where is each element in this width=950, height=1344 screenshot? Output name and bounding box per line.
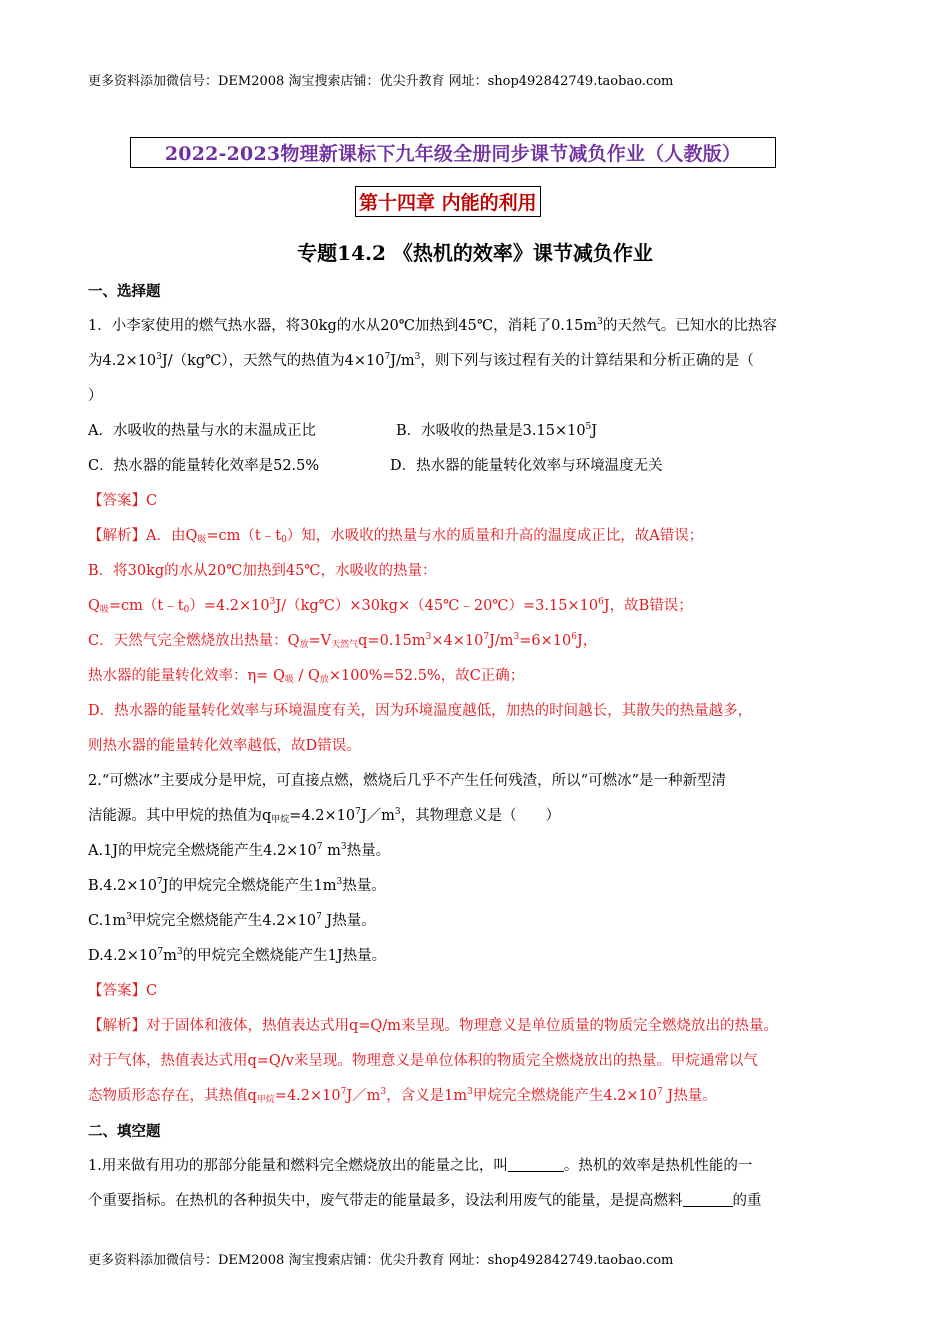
q1-stem-line3: ） [88,388,103,404]
q2-stem-line2: 洁能源。其中甲烷的热值为$q_{甲烷}=4.2\times 10^7J/m^3$，其物理意义是（ ） [88,807,561,825]
q1-explanation-line7: 则热水器的能量转化效率越低，故D错误。 [88,738,361,754]
q1-stem-line1: 1．小李家使用的燃气热水器，将30kg的水从20℃加热到45℃，消耗了$0.15m^3$的天然气。已知水的比热容 [88,317,777,334]
page-header: 更多资料添加微信号：DEM2008 淘宝搜索店铺：优尖升教育 网址：shop492842749.taobao.com [88,74,674,89]
q2-option-c: $C.1m^3$甲烷完全燃烧能产生$4.2\times 10^7$ J热量。 [88,912,376,929]
section-heading-fill: 二、填空题 [88,1123,161,1140]
q1-option-b: B．水吸收的热量是$3.15\times 10^5J$ [396,422,598,439]
q1-explanation-line6: D．热水器的能量转化效率与环境温度有关，因为环境温度越低，加热的时间越长，其散失的热量越多， [88,703,753,719]
page-footer: 更多资料添加微信号：DEM2008 淘宝搜索店铺：优尖升教育 网址：shop492842749.taobao.com [88,1253,674,1268]
answer-blank[interactable] [508,1157,564,1172]
chapter-title: 第十四章 内能的利用 [355,186,541,217]
q1-explanation-line4: C．天然气完全燃烧放出热量：$Q_放=V_{天然气}q=0.15m^3\times 4\times 10^7J/m^3=6\times 10^6J$， [88,632,598,650]
q2-explanation-line1: 【解析】对于固体和液体，热值表达式用q=Q/m来呈现。物理意义是单位质量的物质完全燃烧放出的热量。 [88,1018,778,1034]
q2-option-d: $D.4.2\times 10^7m^3$的甲烷完全燃烧能产生1J热量。 [88,947,387,964]
q2-explanation-line2: 对于气体，热值表达式用q=Q/v来呈现。物理意义是单位体积的物质完全燃烧放出的热量。甲烷通常以气 [88,1053,758,1069]
document-body [88,274,868,1219]
q2-option-b: $B.4.2\times 10^7J$的甲烷完全燃烧能产生$1m^3$热量。 [88,877,386,894]
q1-option-d: D．热水器的能量转化效率与环境温度无关 [390,458,663,474]
q2-stem-line1: 2.“可燃冰”主要成分是甲烷，可直接点燃，燃烧后几乎不产生任何残渣，所以“可燃冰”是一种新型清 [88,773,726,789]
q1-option-c: C．热水器的能量转化效率是52.5% [88,458,320,474]
answer-blank[interactable] [683,1192,733,1207]
q2-option-a: A.1J的甲烷完全燃烧能产生$4.2\times 10^7$ $m^3$热量。 [88,842,391,859]
q1-answer: 【答案】C [88,493,158,509]
q1-options-ab [88,414,868,449]
q1-explanation-line5: 热水器的能量转化效率：$\eta= Q_吸 / Q_放\times 100\%=52.5\%$，故C正确； [88,668,525,685]
q2-explanation-line3: 态物质形态存在，其热值$q_{甲烷}=4.2\times 10^7J/m^3$，含义是$1m^3$甲烷完全燃烧能产生$4.2\times 10^7$ J热量。 [88,1087,717,1105]
document-title: 2022-2023物理新课标下九年级全册同步课节减负作业（人教版） [130,137,776,168]
fill1-line1: 1.用来做有用功的那部分能量和燃料完全燃烧放出的能量之比，叫 。热机的效率是热机性能的一 [88,1158,753,1174]
q1-stem-line2: 为$4.2\times 10^3J/(kg℃)$，天然气的热值为$4\times 10^7J/m^3$，则下列与该过程有关的计算结果和分析正确的是（ [88,352,754,369]
fill1-line2: 个重要指标。在热机的各种损失中，废气带走的能量最多，设法利用废气的能量，是提高燃料 的重 [88,1193,762,1209]
q1-explanation-line3: $Q_吸=cm(t﹣t_0)=4.2\times 10^3J/(kg℃)\times 30kg\times(45℃﹣20℃)=3.15\times 10^6J$，故B错误； [88,597,693,615]
q1-option-a: A．水吸收的热量与水的末温成正比 [88,423,316,439]
q1-explanation-line2: B．将30kg的水从20℃加热到45℃，水吸收的热量： [88,563,437,579]
q1-explanation-line1: 【解析】A．由$Q_吸=cm(t﹣t_0)$知，水吸收的热量与水的质量和升高的温度成正比，故A错误； [88,528,704,545]
topic-title: 专题14.2 《热机的效率》课节减负作业 [297,241,653,265]
q2-answer: 【答案】C [88,983,158,999]
section-heading-choice: 一、选择题 [88,283,161,300]
q1-options-cd [88,449,868,484]
